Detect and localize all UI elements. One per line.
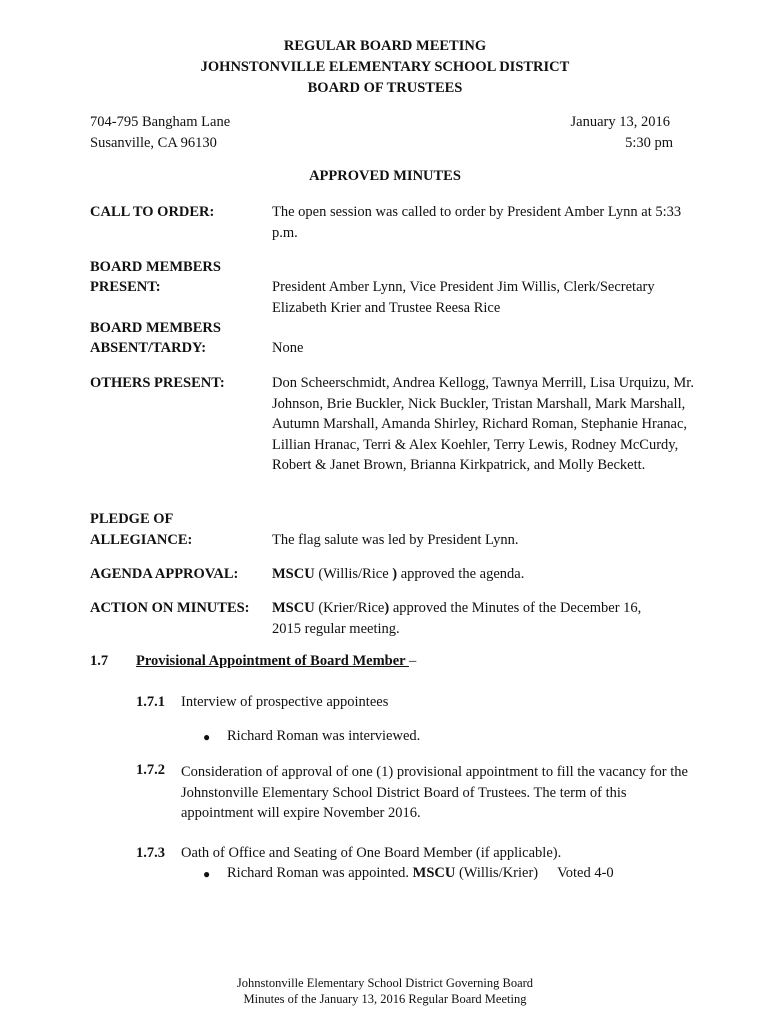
agenda-movers: Willis/Rice — [323, 566, 389, 582]
item-1-7-1-text: Interview of prospective appointees — [181, 694, 389, 710]
minutes-result: approved the Minutes of the December 16, 2015 regular meeting. — [272, 600, 642, 637]
call-to-order-text: The open session was called to order by President Amber Lynn at 5:33 p.m. — [272, 204, 682, 241]
header-line-2: JOHNSTONVILLE ELEMENTARY SCHOOL DISTRICT — [200, 59, 570, 75]
call-to-order-label: CALL TO ORDER: — [90, 204, 215, 220]
pledge-label-1: PLEDGE OF — [90, 511, 174, 527]
minutes-open-paren: ( — [314, 600, 324, 616]
item-1-7-3-text: Oath of Office and Seating of One Board Member (if applicable). — [181, 845, 562, 861]
page-title: APPROVED MINUTES — [309, 168, 461, 184]
item-1-7-3-bullet — [227, 865, 614, 882]
minutes-mscu: MSCU — [272, 600, 315, 616]
others-label: OTHERS PRESENT: — [90, 375, 225, 391]
present-label-2: PRESENT: — [90, 279, 161, 295]
absent-text: None — [272, 340, 304, 356]
absent-label-1: BOARD MEMBERS — [90, 320, 221, 336]
agenda-text — [272, 564, 702, 585]
footer-line-2: Minutes of the January 13, 2016 Regular Board Meeting — [243, 992, 527, 1006]
agenda-open-paren: ( — [314, 566, 324, 582]
absent-label-2: ABSENT/TARDY: — [90, 340, 207, 356]
pledge-label-2: ALLEGIANCE: — [90, 532, 193, 548]
address-street: 704-795 Bangham Lane — [90, 114, 231, 130]
agenda-result: approved the agenda. — [397, 566, 525, 582]
header-line-1: REGULAR BOARD MEETING — [283, 38, 487, 54]
item-1-7-number: 1.7 — [90, 653, 109, 669]
header-line-3: BOARD OF TRUSTEES — [307, 80, 463, 96]
minutes-text — [272, 598, 672, 639]
item-1-7-1-number: 1.7.1 — [136, 694, 165, 710]
appointment-mscu: MSCU — [412, 865, 456, 881]
minutes-close-paren: ) — [384, 600, 390, 616]
item-1-7-2-number: 1.7.2 — [136, 762, 165, 778]
others-text: Don Scheerschmidt, Andrea Kellogg, Tawnya Merrill, Lisa Urquizu, Mr. Johnson, Brie Buckler, Nick Buckler, Tristan Marshall, Mark Marshall, Autumn Marshall, Amanda Shirley, Richard Roman, Stephanie Hranac, Lillian Hranac, Terri & Alex Koehler, Terry Lewis, Rodney McCurdy, Robert & Janet Brown, Brianna Kirkpatrick, and Molly Beckett. — [272, 375, 694, 473]
item-1-7-dash: – — [408, 653, 417, 669]
agenda-close-paren: ) — [388, 566, 398, 582]
appointment-vote: Voted 4-0 — [557, 865, 614, 881]
meeting-date: January 13, 2016 — [570, 114, 670, 130]
present-label-1: BOARD MEMBERS — [90, 259, 221, 275]
item-1-7-heading — [136, 653, 416, 670]
present-text: President Amber Lynn, Vice President Jim Willis, Clerk/Secretary Elizabeth Krier and Trustee Reesa Rice — [272, 279, 655, 316]
minutes-movers: Krier/Rice — [323, 600, 385, 616]
item-1-7-title: Provisional Appointment of Board Member — [136, 653, 409, 669]
item-1-7-1-bullet: Richard Roman was interviewed. — [227, 728, 421, 744]
appointment-text: Richard Roman was appointed. — [227, 865, 413, 881]
minutes-label: ACTION ON MINUTES: — [90, 600, 250, 616]
bullet-icon: ● — [203, 867, 211, 881]
address-city: Susanville, CA 96130 — [90, 135, 217, 151]
pledge-text: The flag salute was led by President Lynn. — [272, 532, 519, 548]
bullet-icon: ● — [203, 730, 211, 744]
agenda-mscu: MSCU — [272, 566, 315, 582]
footer-line-1: Johnstonville Elementary School District Governing Board — [236, 976, 534, 990]
agenda-label: AGENDA APPROVAL: — [90, 566, 239, 582]
meeting-time: 5:30 pm — [625, 135, 673, 151]
item-1-7-2-text: Consideration of approval of one (1) provisional appointment to fill the vacancy for the Johnstonville Elementary School District Board of Trustees. The term of this appointment will expire November 2016. — [181, 764, 688, 821]
appointment-movers: (Willis/Krier) — [455, 865, 539, 881]
item-1-7-3-number: 1.7.3 — [136, 845, 165, 861]
